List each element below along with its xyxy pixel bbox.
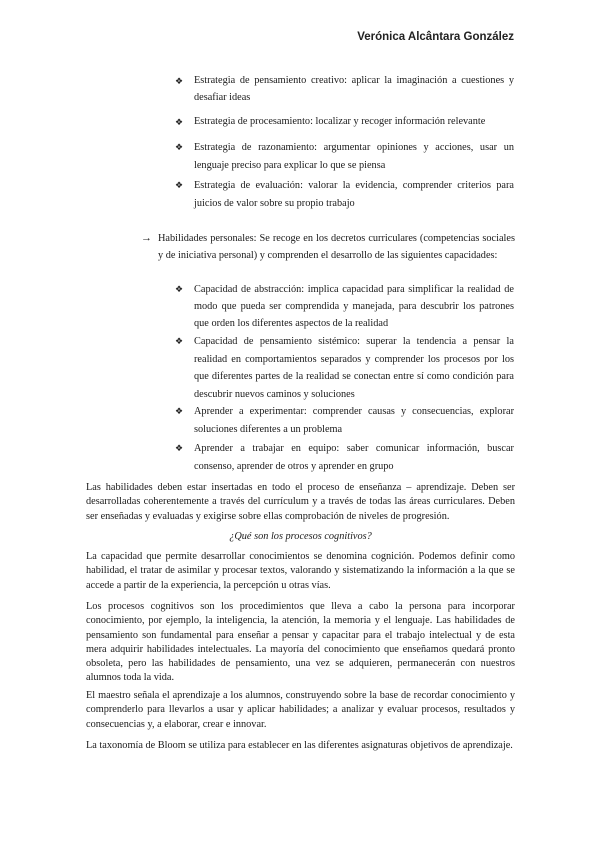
paragraph: Los procesos cognitivos son los procedimientos que lleva a cabo la persona para incorporar conocimiento, por ejemplo, la inteligencia, la atención, la memoria y el lenguaje. Las habilidades de pensamiento son fundamental para enseñar a pensar y capacitar para el trabajo intelectual y de esta mera adquirir habilidades intelectuales. La mayoría del conocimiento que enseñamos quedará pronto obsoleta, pero las habilidades de pensamiento, una vez se adquieren, permanecerán con nuestros alumnos toda la vida. xyxy=(86,601,515,684)
list-item: Estrategia de procesamiento: localizar y recoger información relevante xyxy=(194,116,486,127)
summary-paragraph: Las habilidades deben estar insertadas en todo el proceso de enseñanza – aprendizaje. Deben ser desarrolladas coherentemente a través del currículum y a través de todas las áreas curriculares. Deben ser enseñadas y evaluadas y exigirse sobre ellas comprobación de niveles de progresión. xyxy=(86,482,515,522)
diamond-bullet-icon: ❖ xyxy=(175,142,184,152)
list-item: Estrategia de pensamiento creativo: aplicar la imaginación a cuestiones y desafiar ideas xyxy=(194,75,514,103)
list-item: Aprender a trabajar en equipo: saber comunicar información, buscar consenso, aprender de otros y aprender en grupo xyxy=(194,443,514,472)
diamond-bullet-icon: ❖ xyxy=(175,76,184,86)
paragraph: El maestro señala el aprendizaje a los alumnos, construyendo sobre la base de recordar conocimiento y comprenderlo para llevarlos a usar y aplicar habilidades; a analizar y evaluar procesos, resultados y consecuencias y, a elaborar, crear e innovar. xyxy=(86,690,515,730)
personal-skills-intro: Habilidades personales: Se recoge en los decretos curriculares (competencias sociales y de iniciativa personal) y comprenden el desarrollo de las siguientes capacidades: xyxy=(158,233,515,261)
diamond-bullet-icon: ❖ xyxy=(175,406,184,416)
list-item: Estrategia de razonamiento: argumentar opiniones y acciones, usar un lenguaje preciso para explicar lo que se piensa xyxy=(194,142,514,171)
list-item: Capacidad de abstracción: implica capacidad para simplificar la realidad de modo que pueda ser comprendida y manejada, para descubrir los patrones que orden los diferentes aspectos de la realidad xyxy=(194,284,514,329)
diamond-bullet-icon: ❖ xyxy=(175,443,184,453)
diamond-bullet-icon: ❖ xyxy=(175,180,184,190)
paragraph: La capacidad que permite desarrollar conocimientos se denomina cognición. Podemos definir como habilidad, el tratar de asimilar y procesar textos, valorando y sistematizando la información a la que se accede a partir de la experiencia, la percepción u otras vías. xyxy=(86,551,515,591)
diamond-bullet-icon: ❖ xyxy=(175,284,184,294)
page-header-author: Verónica Alcântara González xyxy=(357,31,514,43)
diamond-bullet-icon: ❖ xyxy=(175,336,184,346)
arrow-bullet-icon: → xyxy=(141,232,152,244)
list-item: Aprender a experimentar: comprender causas y consecuencias, explorar soluciones diferentes a un problema xyxy=(194,406,514,435)
list-item: Capacidad de pensamiento sistémico: superar la tendencia a pensar la realidad en comportamientos separados y comprender los procesos por los que diferentes partes de la realidad se conectan entre sí como condición para descubrir nuevos caminos y soluciones xyxy=(194,336,514,400)
diamond-bullet-icon: ❖ xyxy=(175,117,184,127)
paragraph: La taxonomía de Bloom se utiliza para establecer en las diferentes asignaturas objetivos de aprendizaje. xyxy=(86,740,513,751)
list-item: Estrategia de evaluación: valorar la evidencia, comprender criterios para juicios de valor sobre su propio trabajo xyxy=(194,180,514,209)
section-title: ¿Qué son los procesos cognitivos? xyxy=(229,531,372,542)
